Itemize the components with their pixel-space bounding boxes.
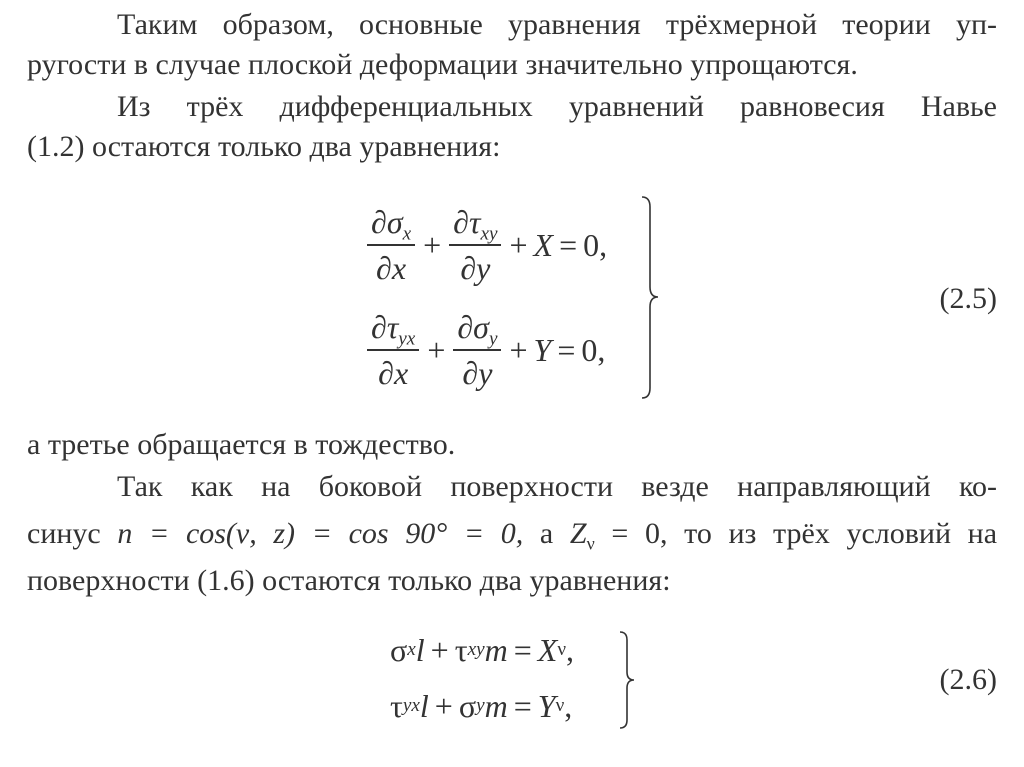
equation-2-5-row2: $\frac{\partial\tau_{yx}}{\partial x}$ + $\frac{\partial\sigma_y}{\partial y}$ + Y = 0, <box>365 300 605 400</box>
paragraph2-line2: (1.2) остаются только два уравнения: <box>27 130 501 163</box>
fraction: $\frac{\partial\sigma_x}{\partial x}$ <box>367 200 415 290</box>
inline-formula-z: $Z_\nu = 0$, <box>569 517 668 554</box>
equation-2-5-row1: $\frac{\partial\sigma_x}{\partial x}$ + $\frac{\partial\tau_{xy}}{\partial y}$ + X = 0, <box>365 195 607 295</box>
fraction: $\frac{\partial\sigma_y}{\partial y}$ <box>453 305 501 395</box>
right-brace-icon <box>618 630 636 730</box>
equation-2-6-row1: σ x l + τ xy m = X ν , <box>390 631 575 668</box>
paragraph4-line2: синус n = cos(ν, z) = cos 90° = 0, а $Z_\nu = 0$, то из трёх условий на <box>27 517 998 554</box>
inline-formula-cosine: n = cos(ν, z) = cos 90° = 0, <box>117 517 524 550</box>
equation-number-2-5: (2.5) <box>939 282 997 315</box>
equation-number-2-6: (2.6) <box>939 663 997 696</box>
fraction: $\frac{\partial\tau_{yx}}{\partial x}$ <box>367 305 419 395</box>
paragraph1-line1: Таким образом, основные уравнения трёхмерной теории уп- <box>117 8 997 41</box>
paragraph4-line1: Так как на боковой поверхности везде направляющий ко- <box>117 470 997 503</box>
paragraph1-line2: ругости в случае плоской деформации значительно упрощаются. <box>27 48 858 81</box>
fraction: $\frac{\partial\tau_{xy}}{\partial y}$ <box>449 200 501 290</box>
paragraph3-line1: а третье обращается в тождество. <box>27 428 456 461</box>
paragraph2-line1: Из трёх дифференциальных уравнений равновесия Навье <box>117 90 997 123</box>
paragraph4-line3: поверхности (1.6) остаются только два уравнения: <box>27 564 671 597</box>
right-brace-icon <box>640 195 660 400</box>
equation-2-6-row2: τ yx l + σ y m = Y ν , <box>390 687 573 724</box>
